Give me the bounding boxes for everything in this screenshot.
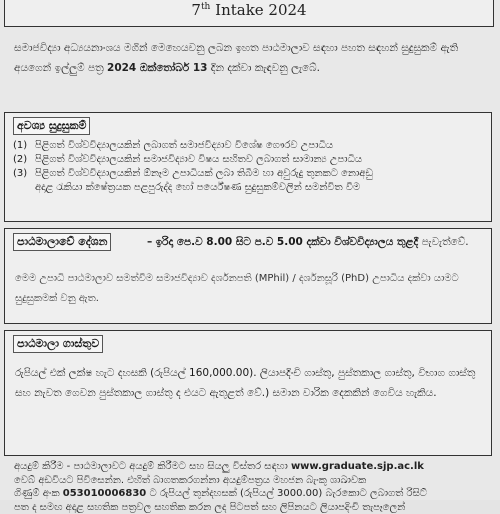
requirement-text: පිළිගත් විශ්වවිද්‍යාලයකින් ලබාගත් සමාජවිද්‍යාව විශේෂ ගෞරව උපාධිය [35, 139, 485, 153]
fee-title: පාඨමාලා ගාස්තුව [13, 335, 103, 353]
lectures-schedule [147, 234, 487, 251]
intro-deadline-date: 2024 ඔක්තෝබර් 13 [107, 62, 207, 74]
lectures-box [4, 228, 492, 324]
phd-label: (PhD) [341, 273, 369, 284]
note-slash: / [292, 273, 295, 284]
apply-line-3-mid: ට රුපියල් තුන්දහසක් (රුපියල් 3000.00) බැරකොට ලබාගත් රිසිට් [149, 488, 427, 499]
requirement-continuation: අදාළ රැකියා ක්ෂේත්‍රයක පළපුරුද්ද හෝ පර්යේෂණ සුදුසුකම්වලින් සමන්විත වීම [13, 181, 485, 195]
account-number: 053010006830 [63, 488, 147, 499]
intake-suffix: th [201, 2, 210, 12]
mphil-label: (MPhil) [255, 273, 289, 284]
note-pre: මෙම උපාධි පාඨමාලාව සමත්වීම සමාජවිද්‍යාව දර්ශනපති [15, 273, 252, 284]
requirements-box [4, 112, 492, 222]
fee-text: රුපියල් එක් ලක්ෂ හැට දහසකි (රුපියල් 160,000.00). ලියාපදිංචි ගාස්තු, පුස්තකාල ගාස්තු, විභාග ගාස්තු සහ නැවත ගෙවන පුස්තකාල ගාස්තු ද එයට ඇතුළත් වේ.) සමාන වාරික දෙකකින් ගෙවිය හැකිය. [15, 363, 483, 403]
progression-note [15, 269, 485, 309]
apply-line-3 [14, 487, 490, 501]
header-frame [4, 0, 494, 27]
intake-text: Intake 2024 [215, 1, 306, 19]
lectures-title: පාඨමාලාවේ දේශන [13, 233, 111, 251]
intro-text-before: සමාජවිද්‍යා අධ්‍යයනාංශය මගින් මෙහෙයවනු ලබන ඉහත පාඨමාලාව සඳහා පහත සඳහන් සුදුසුකම් ඇති අයගෙන් ඉල්ලුම් පත්‍ර [14, 42, 458, 74]
intake-title [5, 1, 493, 19]
lectures-time: ඉරිදා පෙ.ව 8.00 සිට ප.ව 5.00 දක්වා විශ්වවිද්‍යාලය තුළදී [156, 236, 419, 248]
requirements-list [13, 139, 485, 195]
apply-line-2: වෙබ් අඩවියට පිවිසෙන්න. එහිත් බාගතකරගන්නා අයදුම්පත්‍රය මහජන බැංකු ශාඛාවක [14, 474, 490, 488]
apply-line-1-text: අයදුම් කිරීම - පාඨමාලාවට අයදුම් කිරීමට සහ සියලු විස්තර සඳහා [14, 461, 288, 472]
fee-box [4, 330, 492, 456]
note-mid: දර්ශනසූරි [299, 273, 338, 284]
intro-paragraph [14, 38, 484, 78]
intake-number: 7 [191, 1, 201, 19]
lectures-time-cont: පැවැත්වේ. [422, 236, 469, 248]
intro-text-after: දින දක්වා කැඳවනු ලැබේ. [211, 62, 320, 74]
requirement-item [13, 153, 485, 167]
note-post: උපාධිය දක්වා යාමට සුදුසුකමක් වනු ඇත. [15, 273, 459, 304]
website-link[interactable]: www.graduate.sjp.ac.lk [291, 461, 424, 472]
requirements-title: අවශ්‍ය සුදුසුකම් [13, 117, 90, 135]
lectures-dash: – [147, 236, 152, 248]
apply-line-1 [14, 460, 490, 474]
requirement-number: (3) [13, 167, 35, 181]
apply-line-3-pre: ගිණුම් අංක [14, 488, 60, 499]
requirement-number: (1) [13, 139, 35, 153]
requirement-text: පිළිගත් විශ්වවිද්‍යාලයකින් සමාජවිද්‍යාව විෂය සහිතව ලබාගත් සාමාන්‍ය උපාධිය [35, 153, 485, 167]
requirement-text: පිළිගත් විශ්වවිද්‍යාලයකින් ඕනෑම උපාධියක් ලබා තිබීම හා අවුරුදු තුනකට නොඅඩු [35, 167, 485, 181]
application-paragraph [14, 460, 490, 514]
requirement-number: (2) [13, 153, 35, 167]
requirement-item [13, 167, 485, 181]
apply-line-4: පත ද සමඟ අදාළ සහතික පත්‍රවල සහතික කරන ලද පිටපත් සහ ලිපිනයට ලියාපදිංචි තැපෑලෙන් [14, 501, 490, 514]
requirement-item [13, 139, 485, 153]
